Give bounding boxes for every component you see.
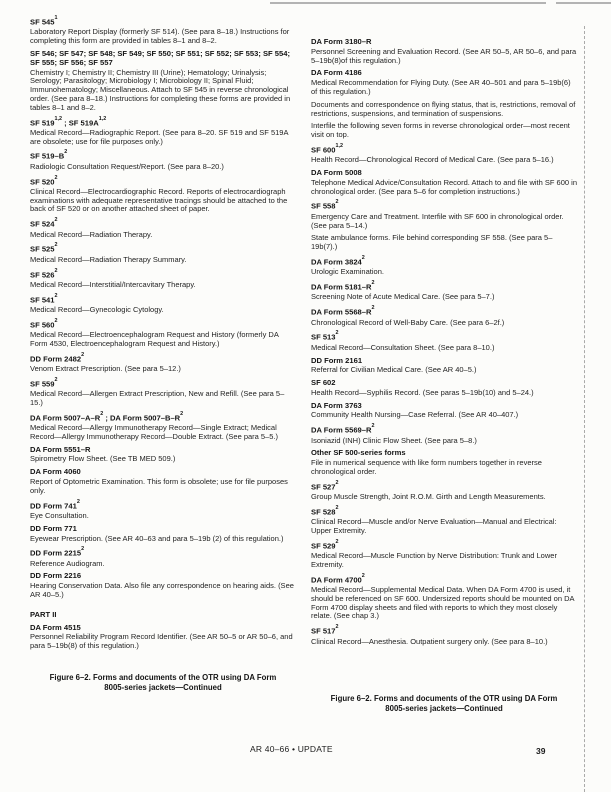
form-description: Personnel Reliability Program Record Identifier. (See AR 50–5 or AR 50–6, and para 5–19b(8) of this regulation.) [30, 632, 293, 651]
footnote-superscript: 2 [54, 217, 58, 224]
form-description: Medical Record—Supplemental Medical Data. When DA Form 4700 is used, it should be referenced on SF 600. Undersized reports should be mounted on DA Form 4700 display sheets and filed with reports to which they most closely relate. (See chap 3.) [311, 585, 575, 621]
form-description: Medical Recommendation for Flying Duty. (See AR 40–501 and para 5–19b(6) of this regulation.) [311, 78, 571, 96]
form-number-heading: Other SF 500-series forms [311, 448, 406, 458]
form-entry [311, 38, 577, 65]
form-number-heading: SF $528^2$ [311, 504, 339, 517]
form-description: Medical Record—Allergy Immunotherapy Record—Single Extract; Medical Record—Allergy Immunotherapy Record—Double Extract. (See para 5–5.) [30, 423, 279, 441]
form-entry [311, 625, 577, 646]
form-number-heading: DD Form 2215$^2$ [30, 546, 85, 558]
form-entry [30, 117, 296, 147]
form-number-heading: DD Form 2216 [30, 571, 82, 581]
form-number-heading: SF $519-B^2$ [30, 149, 68, 161]
form-entry [311, 331, 577, 352]
form-number-heading: DA Form $5569-R^2$ [311, 423, 375, 435]
form-description: File in numerical sequence with like form numbers together in reverse chronological order. [311, 458, 542, 476]
form-entry [30, 218, 296, 239]
form-description: Report of Optometric Examination. This form is obsolete; use for file purposes only. [30, 477, 288, 495]
form-number-heading: DA Form 5008 [311, 168, 362, 178]
note-paragraph [311, 122, 577, 140]
form-description: Chronological Record of Well-Baby Care. (See para 6–2f.) [311, 317, 505, 327]
form-entry [311, 200, 577, 230]
footnote-superscript: 2 [335, 624, 339, 631]
form-description: Medical Record—Gynecologic Cytology. [30, 304, 164, 314]
footnote-superscript: 2 [100, 410, 104, 417]
form-description: State ambulance forms. File behind corresponding SF 558. (See para 5–19b(7).) [311, 233, 553, 252]
footnote-superscript: 2 [54, 292, 58, 299]
form-entry [311, 169, 577, 196]
form-number-heading: DA Form 4186 [311, 68, 362, 78]
form-entry [30, 572, 296, 599]
form-description: Group Muscle Strength, Joint R.O.M. Girth and Length Measurements. [311, 492, 546, 502]
footnote-superscript: 1 [54, 15, 58, 21]
footnote-superscript: 2 [361, 255, 365, 261]
form-description: Clinical Record—Anesthesia. Outpatient surgery only. (See para 8–10.) [311, 636, 548, 646]
form-entry [30, 269, 296, 290]
form-description: Screening Note of Acute Medical Care. (See para 5–7.) [311, 292, 495, 302]
form-description: Medical Record—Radiation Therapy. [30, 229, 153, 239]
footnote-superscript: 2 [64, 149, 68, 156]
form-entry [30, 525, 296, 544]
form-description: Medical Record—Radiation Therapy Summary. [30, 254, 187, 264]
form-entry [30, 468, 296, 495]
form-description: Medical Record—Interstitial/Intercavitary Therapy. [30, 279, 196, 289]
form-number-heading: DA Form 5551–R [30, 444, 91, 454]
form-number-heading: SF $524^2$ [30, 217, 58, 229]
left-column [30, 16, 296, 692]
form-description: Health Record—Syphilis Record. (See paras 5–19b(10) and 5–24.) [311, 387, 534, 397]
form-entry [311, 69, 577, 96]
form-number-heading: DD Form $741^2$ [30, 498, 80, 511]
form-number-heading: SF 546; SF 547; SF 548; SF 549; SF 550; SF 551; SF 552; SF 553; SF 554; SF 555; SF 556; SF 557 [30, 48, 290, 67]
footnote-superscript: 2 [81, 546, 85, 553]
form-entry [311, 357, 577, 376]
caption-line-1: Figure 6–2. Forms and documents of the OTR using DA Form [330, 694, 558, 704]
footnote-superscript: 2 [361, 572, 365, 579]
form-number-heading: SF $520^2$ [30, 174, 58, 187]
form-entry [30, 16, 296, 46]
form-number-heading: DA Form $5568-R^2$ [311, 305, 375, 317]
form-entry [30, 176, 296, 215]
footnote-superscript: 2 [54, 267, 58, 274]
form-entry [311, 424, 577, 445]
form-number-heading: SF $559^2$ [30, 376, 58, 389]
form-description: Spirometry Flow Sheet. (See TB MED 509.) [30, 454, 176, 464]
form-number-heading: DA Form 3824$^2$ [311, 255, 365, 267]
form-description: Documents and correspondence on flying status, that is, restrictions, removal of restrictions, suspensions, and termination of suspensions. [311, 99, 576, 118]
form-entry [311, 540, 577, 570]
right-column-entries [311, 38, 577, 646]
form-entry [30, 500, 296, 521]
form-entry [30, 243, 296, 264]
footnote-superscript: 2 [335, 330, 339, 337]
form-description: Interfile the following seven forms in reverse chronological order—most recent visit on top. [311, 121, 570, 140]
right-column [311, 38, 577, 713]
form-entry [30, 319, 296, 349]
form-number-heading: DA Form $5181-R^2$ [311, 280, 375, 292]
scan-edge-line-right [584, 26, 585, 792]
form-number-heading: DD Form 2161 [311, 355, 363, 365]
form-number-heading: SF $527^2$ [311, 479, 339, 492]
form-description: Medical Record—Muscle Function by Nerve Distribution: Trunk and Lower Extremity. [311, 551, 557, 569]
footnote-superscript: 2 [335, 479, 339, 486]
form-number-heading: DA Form 4700$^2$ [311, 572, 365, 585]
form-entry [311, 402, 577, 421]
form-description: Clinical Record—Muscle and/or Nerve Evaluation—Manual and Electrical: Upper Extremity. [311, 517, 557, 536]
form-entry [311, 379, 577, 398]
form-description: Community Health Nursing—Case Referral. (See AR 40–407.) [311, 410, 519, 420]
footnote-superscript: 2 [54, 242, 58, 249]
form-number-heading: SF 600$^{1,2}$ [311, 142, 343, 155]
form-description: Hearing Conservation Data. Also file any correspondence on hearing aids. (See AR 40–5.) [30, 581, 294, 600]
form-description: Urologic Examination. [311, 267, 384, 277]
form-description: Personnel Screening and Evaluation Record. (See AR 50–5, AR 50–6, and para 5–19b(8)of this regulation.) [311, 46, 577, 65]
form-description: Radiologic Consultation Request/Report. (See para 8–20.) [30, 161, 224, 171]
form-entry [311, 306, 577, 327]
form-entry [30, 611, 296, 620]
form-entry [311, 144, 577, 165]
footer-regulation: AR 40–66 • UPDATE [250, 744, 333, 754]
form-number-heading: DA Form $5007-A-R^2$ ; DA Form $5007-B-R^2$ [30, 410, 184, 423]
footnote-superscript: 2 [335, 538, 339, 545]
form-description: Reference Audiogram. [30, 558, 105, 568]
footnote-superscript: 2 [54, 376, 58, 383]
footnote-superscript: 1,2 [335, 142, 343, 149]
form-description: Medical Record—Allergen Extract Prescription, New and Refill. (See para 5–15.) [30, 389, 285, 407]
form-number-heading: SF $558^2$ [311, 199, 339, 212]
form-entry [30, 150, 296, 171]
form-number-heading: SF $560^2$ [30, 317, 58, 330]
form-description: Referral for Civilian Medical Care. (See AR 40–5.) [311, 365, 477, 375]
form-entry [311, 281, 577, 302]
form-number-heading: SF 602 [311, 378, 336, 388]
form-entry [311, 506, 577, 536]
caption-line-2: 8005-series jackets—Continued [104, 682, 222, 692]
form-entry [30, 412, 296, 442]
form-entry [311, 481, 577, 502]
form-number-heading: DA Form 4515 [30, 622, 81, 632]
form-description: Medical Record—Consultation Sheet. (See para 8–10.) [311, 342, 495, 352]
form-number-heading: DA Form 4060 [30, 467, 81, 477]
form-number-heading: DA Form 3180–R [311, 37, 372, 46]
footnote-superscript: 1,2 [54, 115, 62, 122]
form-number-heading: SF 519$^{1,2}$ ; SF $519A^{1,2}$ [30, 115, 107, 128]
scan-edge-line-top-left [270, 2, 546, 4]
form-number-heading: SF $545^1$ [30, 15, 58, 27]
caption-line-2: 8005-series jackets—Continued [385, 703, 503, 713]
note-paragraph [311, 234, 577, 252]
footnote-superscript: 2 [76, 498, 80, 505]
form-number-heading: SF $529^2$ [311, 538, 339, 551]
left-column-entries [30, 16, 296, 651]
form-description: Venom Extract Prescription. (See para 5–12.) [30, 364, 181, 374]
form-description: Health Record—Chronological Record of Medical Care. (See para 5–16.) [311, 155, 554, 165]
note-paragraph [311, 101, 577, 119]
footnote-superscript: 2 [371, 280, 375, 287]
form-number-heading: PART II [30, 609, 57, 619]
form-number-heading: SF $541^2$ [30, 292, 58, 305]
form-entry [30, 50, 296, 113]
form-description: Clinical Record—Electrocardiographic Record. Reports of electrocardiograph examinations with adequate representative tracings should be attached to the back of SF 520 or on another attached sheet of paper. [30, 186, 288, 214]
footnote-superscript: 2 [335, 199, 339, 206]
scan-edge-line-top-right [556, 2, 611, 4]
footnote-superscript: 2 [371, 305, 375, 312]
form-entry [311, 256, 577, 277]
form-description: Medical Record—Electroencephalogram Request and History (formerly DA Form 4530, Electroencephalogram Request and History.) [30, 330, 279, 348]
form-description: Medical Record—Radiographic Report. (See para 8–20. SF 519 and SF 519A are obsolete; use for file purposes only.) [30, 127, 289, 146]
form-description: Telephone Medical Advice/Consultation Record. Attach to and file with SF 600 in chronological order. (See para 5–6 for completion instructions.) [311, 177, 577, 196]
form-description: Emergency Care and Treatment. Interfile with SF 600 in chronological order. (See para 5–14.) [311, 211, 564, 230]
form-description: Eyewear Prescription. (See AR 40–63 and para 5–19b (2) of this regulation.) [30, 533, 284, 543]
form-number-heading: SF $525^2$ [30, 242, 58, 254]
footnote-superscript: 2 [180, 410, 184, 417]
figure-caption-left [30, 673, 296, 692]
form-number-heading: SF $517^2$ [311, 624, 339, 636]
form-entry [30, 353, 296, 374]
form-entry [30, 378, 296, 408]
footnote-superscript: 2 [81, 351, 85, 358]
form-description: Eye Consultation. [30, 510, 89, 520]
form-description: Isoniazid (INH) Clinic Flow Sheet. (See para 5–8.) [311, 435, 477, 445]
form-entry [30, 624, 296, 651]
form-number-heading: DD Form 771 [30, 523, 77, 533]
page-footer [0, 744, 611, 758]
footnote-superscript: 2 [335, 504, 339, 511]
form-entry [30, 294, 296, 315]
form-number-heading: DD Form 2482$^2$ [30, 351, 85, 364]
form-entry [30, 547, 296, 568]
form-number-heading: SF $526^2$ [30, 267, 58, 280]
form-description: Chemistry I; Chemistry II; Chemistry III (Urine); Hematology; Urinalysis; Serology; Parasitology; Microbiology I; Microbiology II; Spinal Fluid; Immunohematology; Miscellaneous. Attach to SF 545 in reverse chronological order. (See para 8–18.) Instructions for completing these forms are provided in tables 8–1 and 8–2. [30, 67, 291, 112]
footnote-superscript: 2 [54, 174, 58, 181]
footer-page-number: 39 [536, 746, 546, 756]
footnote-superscript: 2 [54, 317, 58, 324]
figure-caption-right [311, 694, 577, 713]
footnote-superscript: 1,2 [98, 115, 107, 122]
form-number-heading: DA Form 3763 [311, 400, 362, 410]
form-description: Laboratory Report Display (formerly SF 514). (See para 8–18.) Instructions for completing this form are provided in tables 8–1 and 8–2. [30, 27, 290, 46]
form-entry [311, 449, 577, 476]
form-entry [311, 574, 577, 622]
form-number-heading: SF $513^2$ [311, 330, 339, 342]
form-entry [30, 446, 296, 465]
footnote-superscript: 2 [371, 423, 375, 430]
caption-line-1: Figure 6–2. Forms and documents of the OTR using DA Form [49, 673, 277, 683]
